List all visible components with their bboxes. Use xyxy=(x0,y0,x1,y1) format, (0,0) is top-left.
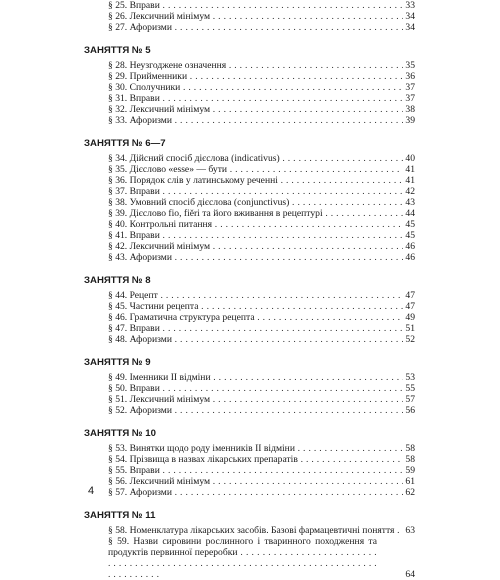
toc-entry-title: § 44. Рецепт . . . xyxy=(108,290,415,301)
toc-entry-title: § 31. Вправи . . . xyxy=(108,93,415,104)
toc-entry xyxy=(84,175,415,186)
toc-entry-title: § 55. Вправи . . . xyxy=(108,465,415,476)
toc-entry xyxy=(84,487,415,498)
toc-entry-page: 58 xyxy=(405,443,415,454)
toc-entry-title: § 32. Лексичний мінімум . . . xyxy=(108,104,415,115)
toc-entry xyxy=(84,405,415,416)
toc-section xyxy=(84,510,415,580)
toc-entry-title: § 29. Прийменники . . . xyxy=(108,71,415,82)
toc-entry-page: 42 xyxy=(405,186,415,197)
toc-entry xyxy=(84,312,415,323)
toc-entry-page: 57 xyxy=(405,394,415,405)
toc-entry-page: 34 xyxy=(405,11,415,22)
toc-entry-title: § 58. Номенклатура лікарських засобів. Базові фармацевтичні поняття . . . xyxy=(108,525,415,536)
toc-entry-page: 61 xyxy=(405,476,415,487)
lesson-heading: ЗАНЯТТЯ № 5 xyxy=(84,45,151,56)
toc-entry-page: 35 xyxy=(405,60,415,71)
toc-entry-page: 62 xyxy=(405,487,415,498)
toc-entry-page: 38 xyxy=(405,104,415,115)
toc-entry-title: § 40. Контрольні питання . . . xyxy=(108,219,415,230)
toc-entry xyxy=(84,164,415,175)
toc-entry-page: 58 xyxy=(405,454,415,465)
toc-entry xyxy=(84,60,415,71)
toc-entry-title: § 56. Лексичний мінімум . . . xyxy=(108,476,415,487)
toc-entry-page: 63 xyxy=(405,525,415,536)
toc-entry-page: 47 xyxy=(405,290,415,301)
toc-entry-page: 36 xyxy=(405,71,415,82)
toc-entry-page: 33 xyxy=(405,0,415,11)
lesson-heading: ЗАНЯТТЯ № 11 xyxy=(84,510,156,521)
toc-entry-page: 56 xyxy=(405,405,415,416)
toc-entry-title: § 57. Афоризми . . . xyxy=(108,487,415,498)
toc-entry-title: § 47. Вправи . . . xyxy=(108,323,415,334)
toc-entry-title: § 25. Вправи . . . xyxy=(108,0,415,11)
toc-entry-title: § 41. Вправи . . . xyxy=(108,230,415,241)
lesson-heading: ЗАНЯТТЯ № 6—7 xyxy=(84,138,166,149)
toc-entry-title: § 35. Дієслово «esse» — бути . . . xyxy=(108,164,415,175)
page-number: 4 xyxy=(88,485,95,497)
toc-entry xyxy=(84,301,415,312)
toc-entry-title: § 46. Граматична структура рецепта . . . xyxy=(108,312,415,323)
toc-entry xyxy=(84,241,415,252)
toc-section xyxy=(84,428,415,498)
toc-entry-title: § 42. Лексичний мінімум . . . xyxy=(108,241,415,252)
toc-entry-page: 46 xyxy=(405,241,415,252)
toc-entry-page: 43 xyxy=(405,197,415,208)
toc-entry xyxy=(84,22,415,33)
toc-entry-title: § 52. Афоризми . . . xyxy=(108,405,415,416)
toc-entry-page: 52 xyxy=(405,334,415,345)
toc-entry xyxy=(84,219,415,230)
toc-entry xyxy=(84,197,415,208)
toc-entry-title: § 45. Частини рецепта . . . xyxy=(108,301,415,312)
toc-entry-page: 37 xyxy=(405,82,415,93)
toc-entry xyxy=(84,0,415,11)
toc-entry-page: 59 xyxy=(405,465,415,476)
toc-entry-page: 39 xyxy=(405,115,415,126)
toc-entry xyxy=(84,11,415,22)
toc-entry xyxy=(84,454,415,465)
toc-entry-page: 47 xyxy=(405,301,415,312)
toc-entry-title: § 27. Афоризми . . . xyxy=(108,22,415,33)
toc-section xyxy=(84,275,415,345)
toc-entry-title: § 53. Винятки щодо роду іменників II відміни . . . xyxy=(108,443,415,454)
toc-entry-title: § 39. Дієслово fio, fiĕri та його вживання в рецептурі . . . xyxy=(108,208,415,219)
toc-entry-title: § 43. Афоризми . . . xyxy=(108,252,415,263)
toc-entry-page: 44 xyxy=(405,208,415,219)
toc-entry-page: 45 xyxy=(405,219,415,230)
toc-entry-title: § 59. Назви сировини рослинного і тваринного походження та продуктів первинної переробки . . . xyxy=(108,536,395,580)
toc-entry xyxy=(84,93,415,104)
toc-entry xyxy=(84,394,415,405)
toc-entry-page: 41 xyxy=(405,175,415,186)
toc-entry-title: § 49. Іменники II відміни . . . xyxy=(108,372,415,383)
toc-section xyxy=(84,0,415,33)
toc-entry xyxy=(84,71,415,82)
toc-entry-title: § 50. Вправи . . . xyxy=(108,383,415,394)
toc-entry xyxy=(84,82,415,93)
toc-entry xyxy=(84,153,415,164)
toc-entry-title: § 36. Порядок слів у латинському реченні . . . xyxy=(108,175,415,186)
lesson-heading: ЗАНЯТТЯ № 9 xyxy=(84,357,151,368)
toc-entry-page: 37 xyxy=(405,93,415,104)
toc-entry-title: § 26. Лексичний мінімум . . . xyxy=(108,11,415,22)
toc-entry-page: 55 xyxy=(405,383,415,394)
toc-entry xyxy=(84,208,415,219)
toc-entry-title: § 37. Вправи . . . xyxy=(108,186,415,197)
toc-entry-page: 64 xyxy=(405,569,415,580)
toc-entry-title: § 38. Умовний спосіб дієслова (conjunctivus) . . . xyxy=(108,197,415,208)
toc-section xyxy=(84,45,415,126)
toc-entry-page: 46 xyxy=(405,252,415,263)
toc-entry xyxy=(84,252,415,263)
toc-entry-page: 45 xyxy=(405,230,415,241)
toc-entry xyxy=(84,323,415,334)
toc-entry-title: § 33. Афоризми . . . xyxy=(108,115,415,126)
toc-section xyxy=(84,357,415,416)
toc-section xyxy=(84,138,415,263)
toc-entry xyxy=(84,334,415,345)
toc-entry-page: 40 xyxy=(405,153,415,164)
toc-entry xyxy=(84,443,415,454)
toc-entry xyxy=(84,104,415,115)
toc-entry xyxy=(84,372,415,383)
toc-entry-title: § 51. Лексичний мінімум . . . xyxy=(108,394,415,405)
toc-entry-page: 41 xyxy=(405,164,415,175)
toc-entry-title: § 28. Неузгоджене означення . . . xyxy=(108,60,415,71)
toc-entry-page: 51 xyxy=(405,323,415,334)
toc-entry xyxy=(84,465,415,476)
toc-entry-page: 53 xyxy=(405,372,415,383)
lesson-heading: ЗАНЯТТЯ № 10 xyxy=(84,428,156,439)
toc-entry xyxy=(84,290,415,301)
toc-entry-title: § 54. Прізвища в назвах лікарських препаратів . . . xyxy=(108,454,415,465)
toc-entry-page: 34 xyxy=(405,22,415,33)
toc-entry xyxy=(84,186,415,197)
lesson-heading: ЗАНЯТТЯ № 8 xyxy=(84,275,151,286)
toc-entry xyxy=(84,115,415,126)
toc-entry-title: § 48. Афоризми . . . xyxy=(108,334,415,345)
toc-entry-page: 49 xyxy=(405,312,415,323)
table-of-contents xyxy=(84,0,415,580)
toc-entry-title: § 30. Сполучники . . . xyxy=(108,82,415,93)
toc-entry xyxy=(84,230,415,241)
toc-entry xyxy=(84,476,415,487)
toc-entry-title: § 34. Дійсний спосіб дієслова (indicativus) . . . xyxy=(108,153,415,164)
toc-entry xyxy=(84,525,415,536)
toc-entry xyxy=(84,383,415,394)
toc-entry xyxy=(84,536,415,580)
